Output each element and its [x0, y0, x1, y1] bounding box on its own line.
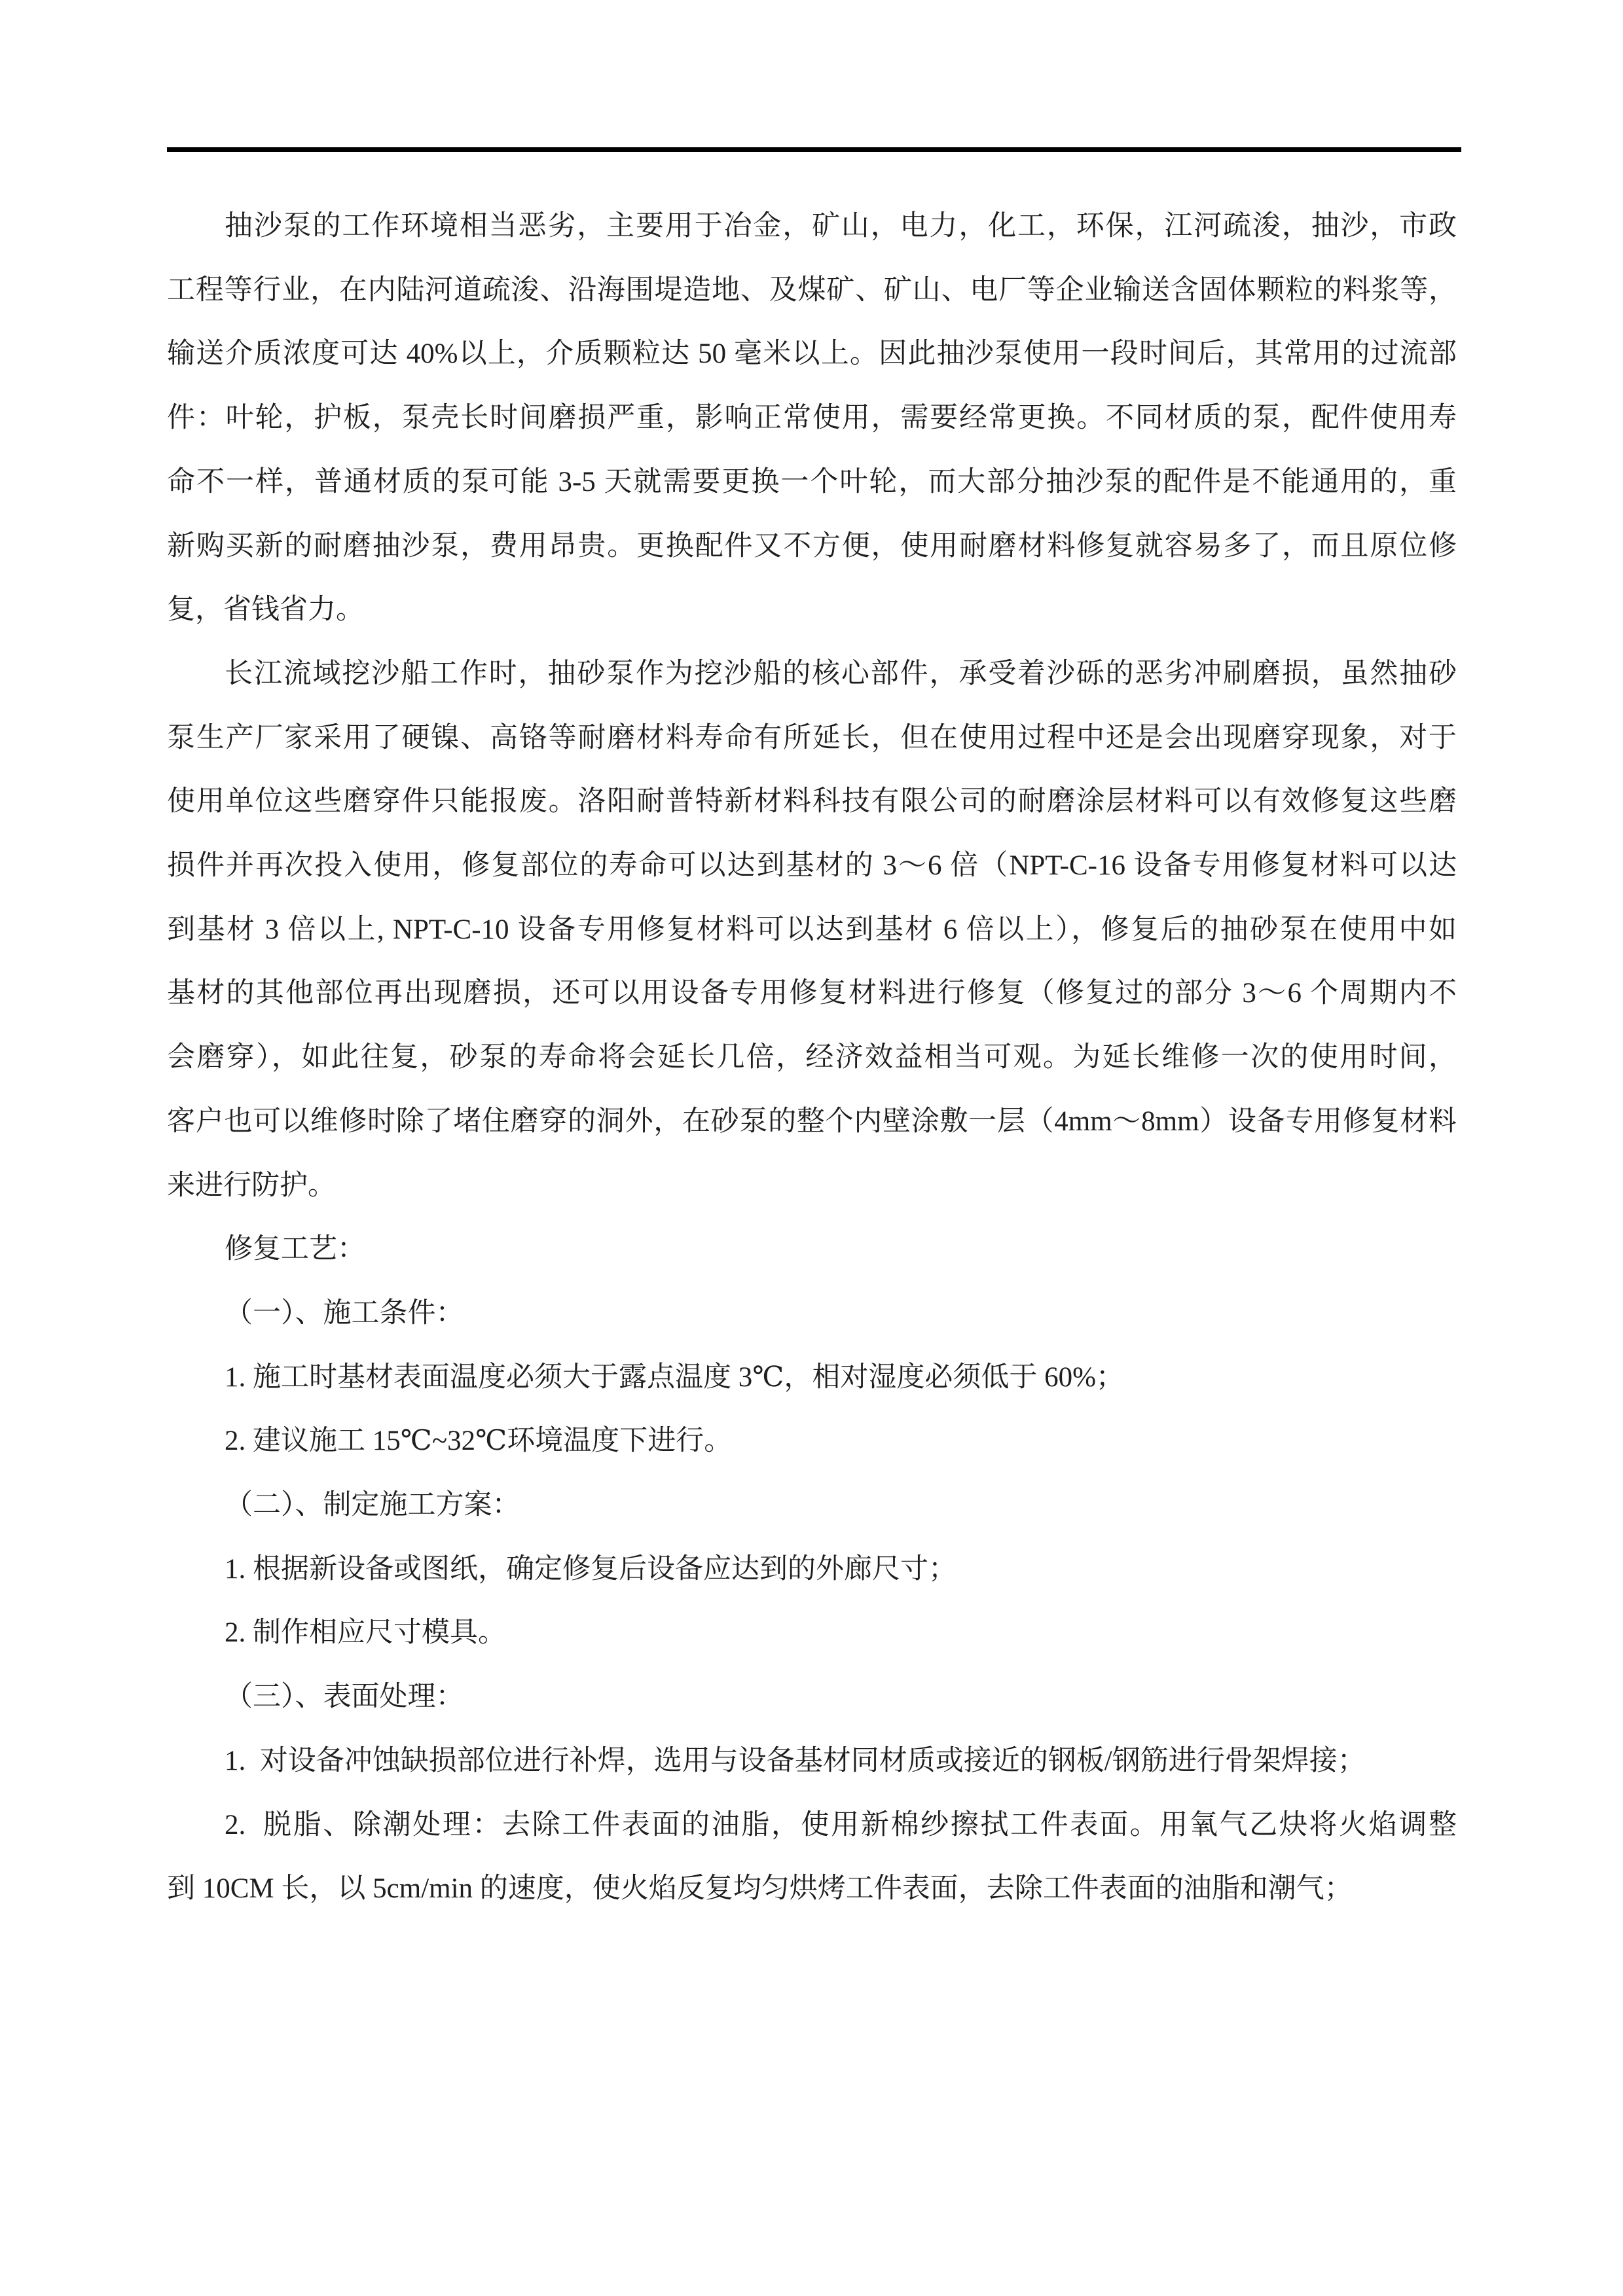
text-line: 到 10CM 长，以 5cm/min 的速度，使火焰反复均匀烘烤工件表面，去除工件表面的油脂和潮气；	[167, 1873, 1353, 1905]
document-body	[167, 194, 1457, 1921]
text-line: 客户也可以维修时除了堵住磨穿的洞外，在砂泵的整个内壁涂敷一层（4mm～8mm）设备专用修复材料	[167, 1105, 1457, 1137]
text-line: （一）、施工条件：	[225, 1297, 464, 1329]
text-line: 复，省钱省力。	[167, 594, 364, 626]
text-line: 1. 对设备冲蚀缺损部位进行补焊，选用与设备基材同材质或接近的钢板/钢筋进行骨架焊接；	[225, 1745, 1366, 1776]
text-line: （三）、表面处理：	[225, 1681, 464, 1713]
text-line: 1. 施工时基材表面温度必须大于露点温度 3℃，相对湿度必须低于 60%；	[225, 1361, 1124, 1393]
text-line: 输送介质浓度可达 40%以上，介质颗粒达 50 毫米以上。因此抽沙泵使用一段时间后，其常用的过流部	[167, 338, 1457, 370]
text-line: 2. 建议施工 15℃~32℃环境温度下进行。	[225, 1426, 733, 1457]
text-line: 新购买新的耐磨抽沙泵，费用昂贵。更换配件又不方便，使用耐磨材料修复就容易多了，而且原位修	[167, 530, 1457, 562]
text-line: 2. 脱脂、除潮处理：去除工件表面的油脂，使用新棉纱擦拭工件表面。用氧气乙炔将火焰调整	[225, 1809, 1457, 1840]
text-line: 来进行防护。	[167, 1170, 336, 1201]
header-rule-line	[167, 147, 1461, 152]
text-line: 会磨穿），如此往复，砂泵的寿命将会延长几倍，经济效益相当可观。为延长维修一次的使用时间，	[167, 1042, 1457, 1073]
text-line: 抽沙泵的工作环境相当恶劣，主要用于冶金，矿山，电力，化工，环保，江河疏浚，抽沙，市政	[225, 211, 1457, 242]
text-line: 使用单位这些磨穿件只能报废。洛阳耐普特新材料科技有限公司的耐磨涂层材料可以有效修复这些磨	[167, 786, 1457, 817]
text-line: （二）、制定施工方案：	[225, 1490, 520, 1521]
text-line: 命不一样，普通材质的泵可能 3-5 天就需要更换一个叶轮，而大部分抽沙泵的配件是不能通用的，重	[167, 466, 1457, 497]
text-line: 2. 制作相应尺寸模具。	[225, 1617, 506, 1649]
text-line: 工程等行业，在内陆河道疏浚、沿海围堤造地、及煤矿、矿山、电厂等企业输送含固体颗粒的料浆等，	[167, 274, 1457, 306]
text-line: 长江流域挖沙船工作时，抽砂泵作为挖沙船的核心部件，承受着沙砾的恶劣冲刷磨损，虽然抽砂	[225, 658, 1457, 689]
text-line: 损件并再次投入使用，修复部位的寿命可以达到基材的 3～6 倍（NPT-C-16 设备专用修复材料可以达	[167, 850, 1457, 882]
text-line: 基材的其他部位再出现磨损，还可以用设备专用修复材料进行修复（修复过的部分 3～6 个周期内不	[167, 978, 1457, 1009]
text-line: 泵生产厂家采用了硬镍、高铬等耐磨材料寿命有所延长，但在使用过程中还是会出现磨穿现象，对于	[167, 722, 1457, 753]
text-line: 1. 根据新设备或图纸，确定修复后设备应达到的外廊尺寸；	[225, 1553, 957, 1585]
text-line: 修复工艺：	[225, 1234, 365, 1265]
text-line: 件：叶轮，护板，泵壳长时间磨损严重，影响正常使用，需要经常更换。不同材质的泵，配件使用寿	[167, 403, 1457, 434]
text-line: 到基材 3 倍以上, NPT-C-10 设备专用修复材料可以达到基材 6 倍以上），修复后的抽砂泵在使用中如	[167, 914, 1457, 945]
